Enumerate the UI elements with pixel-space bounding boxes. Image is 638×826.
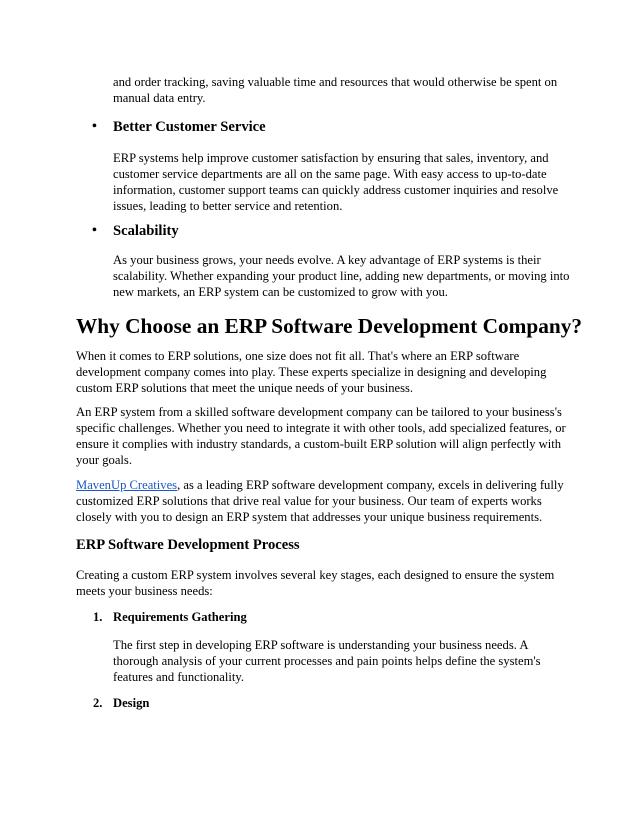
step-heading-design: Design	[113, 696, 150, 710]
why-paragraph-1: When it comes to ERP solutions, one size does not fit all. That's where an ERP software development company comes into play. These experts specialize in designing and developing custom ERP solutions that meet the unique needs of your business.	[76, 349, 547, 395]
benefit-body-customer-service: ERP systems help improve customer satisfaction by ensuring that sales, inventory, and customer service departments are all on the same page. With easy access to up-to-date information, customer support teams can quickly address customer inquiries and resolve issues, leading to better service and retention.	[113, 151, 559, 213]
step-body-requirements: The first step in developing ERP software is understanding your business needs. A thorough analysis of your current processes and pain points helps define the system's features and functionality.	[113, 638, 541, 684]
step-number: 2.	[93, 696, 103, 710]
intro-continuation-paragraph: and order tracking, saving valuable time and resources that would otherwise be spent on manual data entry.	[113, 75, 558, 105]
step-heading-requirements: Requirements Gathering	[113, 610, 247, 624]
benefit-heading-scalability: Scalability	[113, 223, 179, 239]
process-heading: ERP Software Development Process	[76, 537, 300, 553]
benefit-body-scalability: As your business grows, your needs evolve. A key advantage of ERP systems is their scalability. Whether expanding your product line, adding new departments, or moving into new markets, an ERP system can be customized to grow with you.	[113, 253, 570, 299]
bullet-icon: •	[92, 223, 97, 238]
mavenup-creatives-link[interactable]: MavenUp Creatives	[76, 478, 178, 492]
why-paragraph-3	[76, 477, 575, 525]
benefit-heading-customer-service: Better Customer Service	[113, 119, 266, 135]
bullet-icon: •	[92, 119, 97, 134]
why-paragraph-2: An ERP system from a skilled software development company can be tailored to your business's specific challenges. Whether you need to integrate it with other tools, add specialized features, or ensure it complies with industry standards, a custom-built ERP solution will align perfectly with your goals.	[76, 405, 566, 467]
step-number: 1.	[93, 610, 103, 624]
why-choose-heading: Why Choose an ERP Software Development Company?	[76, 314, 583, 338]
why-paragraph-3-text: , as a leading ERP software development company, excels in delivering fully customized ERP solutions that drive real value for your business. Our team of experts works closely with you to design an ERP system that addresses your unique business requirements.	[76, 478, 564, 524]
process-intro-paragraph: Creating a custom ERP system involves several key stages, each designed to ensure the system meets your business needs:	[76, 568, 555, 598]
